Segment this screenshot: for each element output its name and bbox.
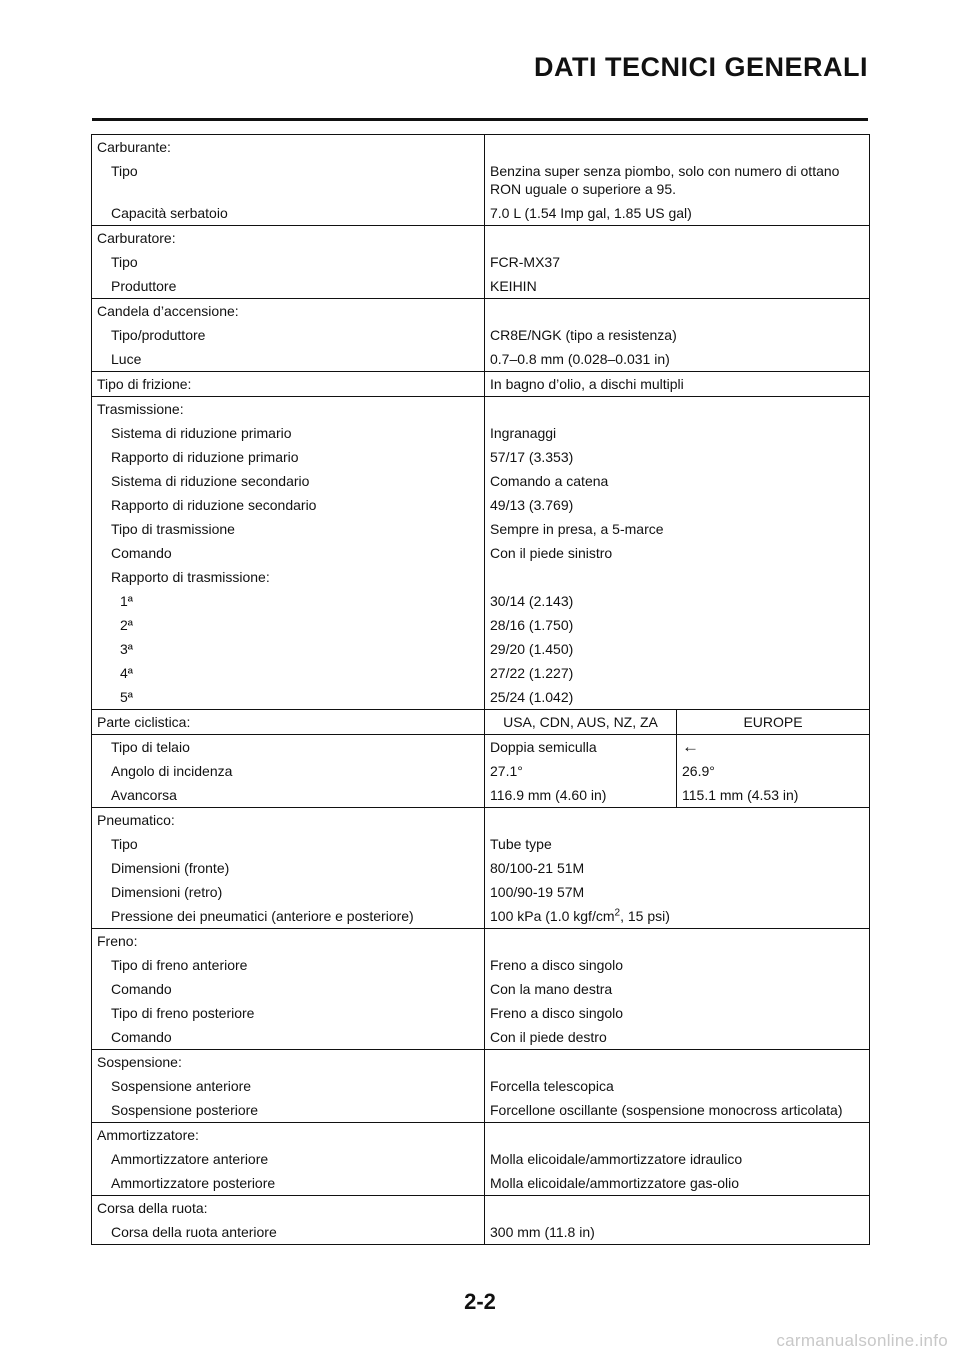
table-row: [92, 299, 870, 324]
spec-label: Rapporto di trasmissione:: [92, 565, 485, 589]
spec-value: Forcella telescopica: [485, 1074, 870, 1098]
spec-value: 7.0 L (1.54 Imp gal, 1.85 US gal): [485, 201, 870, 226]
spec-value: Sempre in presa, a 5-marce: [485, 517, 870, 541]
table-row: [92, 759, 870, 783]
header-rule: [92, 118, 868, 121]
table-row: [92, 493, 870, 517]
spec-value: 28/16 (1.750): [485, 613, 870, 637]
watermark: carmanualsonline.info: [776, 1331, 948, 1350]
table-row: [92, 832, 870, 856]
table-row: [92, 1001, 870, 1025]
section-label: Parte ciclistica:: [92, 710, 485, 735]
table-row: [92, 856, 870, 880]
table-row: [92, 397, 870, 422]
gear-label: 1ª: [92, 589, 485, 613]
column-header-market-b: EUROPE: [677, 710, 870, 735]
spec-value: Molla elicoidale/ammortizzatore idraulico: [485, 1147, 870, 1171]
spec-label: Capacità serbatoio: [92, 201, 485, 226]
spec-value: KEIHIN: [485, 274, 870, 299]
gear-label: 2ª: [92, 613, 485, 637]
table-row: [92, 226, 870, 251]
table-row: [92, 1074, 870, 1098]
spec-value: 80/100-21 51M: [485, 856, 870, 880]
section-label: Pneumatico:: [92, 808, 485, 833]
spec-value: Con la mano destra: [485, 977, 870, 1001]
table-row: [92, 372, 870, 397]
spec-value: 26.9°: [677, 759, 870, 783]
column-header-market-a: USA, CDN, AUS, NZ, ZA: [485, 710, 677, 735]
spec-label: Angolo di incidenza: [92, 759, 485, 783]
table-row: [92, 953, 870, 977]
spec-label: Dimensioni (retro): [92, 880, 485, 904]
spec-value: FCR-MX37: [485, 250, 870, 274]
spec-label: Sistema di riduzione secondario: [92, 469, 485, 493]
spec-label: Pressione dei pneumatici (anteriore e posteriore): [92, 904, 485, 929]
spec-label: Tipo di freno posteriore: [92, 1001, 485, 1025]
table-row: [92, 710, 870, 735]
spec-value: 27/22 (1.227): [485, 661, 870, 685]
spec-label: Produttore: [92, 274, 485, 299]
table-row: [92, 929, 870, 954]
table-row: [92, 1196, 870, 1221]
spec-label: Tipo di telaio: [92, 735, 485, 760]
table-row: [92, 565, 870, 589]
table-row: [92, 1220, 870, 1245]
section-label: Carburante:: [92, 135, 485, 160]
spec-label: Dimensioni (fronte): [92, 856, 485, 880]
table-row: [92, 1123, 870, 1148]
table-row: [92, 1025, 870, 1050]
spec-value: Benzina super senza piombo, solo con numero di ottano RON uguale o superiore a 95.: [485, 159, 870, 201]
spec-value: Con il piede destro: [485, 1025, 870, 1050]
spec-value: Doppia semiculla: [485, 735, 677, 760]
table-row: [92, 977, 870, 1001]
table-row: [92, 159, 870, 201]
section-label: Ammortizzatore:: [92, 1123, 485, 1148]
spec-label: Comando: [92, 1025, 485, 1050]
spec-label: Rapporto di riduzione secondario: [92, 493, 485, 517]
section-label: Sospensione:: [92, 1050, 485, 1075]
spec-value: 29/20 (1.450): [485, 637, 870, 661]
table-row: [92, 1147, 870, 1171]
spec-value: [485, 565, 870, 589]
spec-label: Sospensione posteriore: [92, 1098, 485, 1123]
table-row: [92, 637, 870, 661]
section-label: Carburatore:: [92, 226, 485, 251]
spec-value: Tube type: [485, 832, 870, 856]
page-title: DATI TECNICI GENERALI: [534, 52, 868, 82]
table-row: [92, 783, 870, 808]
spec-label: Tipo di trasmissione: [92, 517, 485, 541]
section-label: Candela d’accensione:: [92, 299, 485, 324]
spec-label: Avancorsa: [92, 783, 485, 808]
spec-value: Con il piede sinistro: [485, 541, 870, 565]
table-row: [92, 589, 870, 613]
spec-value: 300 mm (11.8 in): [485, 1220, 870, 1245]
table-row: [92, 469, 870, 493]
gear-label: 5ª: [92, 685, 485, 710]
same-as-left-arrow-icon: ←: [677, 735, 870, 760]
gear-label: 3ª: [92, 637, 485, 661]
spec-value: 100 kPa (1.0 kgf/$cm^2$, 15 psi): [485, 904, 870, 929]
spec-label: Rapporto di riduzione primario: [92, 445, 485, 469]
spec-value: Comando a catena: [485, 469, 870, 493]
spec-value: CR8E/NGK (tipo a resistenza): [485, 323, 870, 347]
spec-value: 57/17 (3.353): [485, 445, 870, 469]
spec-label: Ammortizzatore posteriore: [92, 1171, 485, 1196]
spec-value: Freno a disco singolo: [485, 1001, 870, 1025]
spec-label: Luce: [92, 347, 485, 372]
table-row: [92, 135, 870, 160]
spec-value: 27.1°: [485, 759, 677, 783]
section-label: Freno:: [92, 929, 485, 954]
spec-value: Ingranaggi: [485, 421, 870, 445]
spec-value: 115.1 mm (4.53 in): [677, 783, 870, 808]
section-label: Trasmissione:: [92, 397, 485, 422]
table-row: [92, 445, 870, 469]
table-row: [92, 323, 870, 347]
table-row: [92, 250, 870, 274]
spec-label: Comando: [92, 541, 485, 565]
spec-value: 30/14 (2.143): [485, 589, 870, 613]
table-row: [92, 421, 870, 445]
spec-label: Corsa della ruota anteriore: [92, 1220, 485, 1245]
spec-table: [91, 134, 870, 1245]
table-row: [92, 661, 870, 685]
table-row: [92, 1098, 870, 1123]
table-row: [92, 735, 870, 760]
section-label: Corsa della ruota:: [92, 1196, 485, 1221]
section-label: Tipo di frizione:: [92, 372, 485, 397]
spec-label: Ammortizzatore anteriore: [92, 1147, 485, 1171]
spec-label: Tipo/produttore: [92, 323, 485, 347]
spec-value: In bagno d’olio, a dischi multipli: [485, 372, 870, 397]
spec-value: 116.9 mm (4.60 in): [485, 783, 677, 808]
page-number: 2-2: [464, 1289, 496, 1314]
table-row: [92, 904, 870, 929]
table-row: [92, 541, 870, 565]
spec-value: 49/13 (3.769): [485, 493, 870, 517]
table-row: [92, 201, 870, 226]
table-row: [92, 1171, 870, 1196]
spec-label: Tipo: [92, 159, 485, 201]
spec-value: 0.7–0.8 mm (0.028–0.031 in): [485, 347, 870, 372]
table-row: [92, 808, 870, 833]
table-row: [92, 685, 870, 710]
spec-label: Tipo: [92, 250, 485, 274]
table-row: [92, 517, 870, 541]
spec-value: Molla elicoidale/ammortizzatore gas-olio: [485, 1171, 870, 1196]
gear-label: 4ª: [92, 661, 485, 685]
spec-label: Tipo: [92, 832, 485, 856]
table-row: [92, 347, 870, 372]
table-row: [92, 274, 870, 299]
table-row: [92, 880, 870, 904]
spec-label: Sistema di riduzione primario: [92, 421, 485, 445]
table-row: [92, 1050, 870, 1075]
table-row: [92, 613, 870, 637]
spec-value: Forcellone oscillante (sospensione monocross articolata): [485, 1098, 870, 1123]
spec-value: Freno a disco singolo: [485, 953, 870, 977]
spec-label: Comando: [92, 977, 485, 1001]
spec-label: Sospensione anteriore: [92, 1074, 485, 1098]
spec-value: 100/90-19 57M: [485, 880, 870, 904]
spec-label: Tipo di freno anteriore: [92, 953, 485, 977]
spec-value: 25/24 (1.042): [485, 685, 870, 710]
